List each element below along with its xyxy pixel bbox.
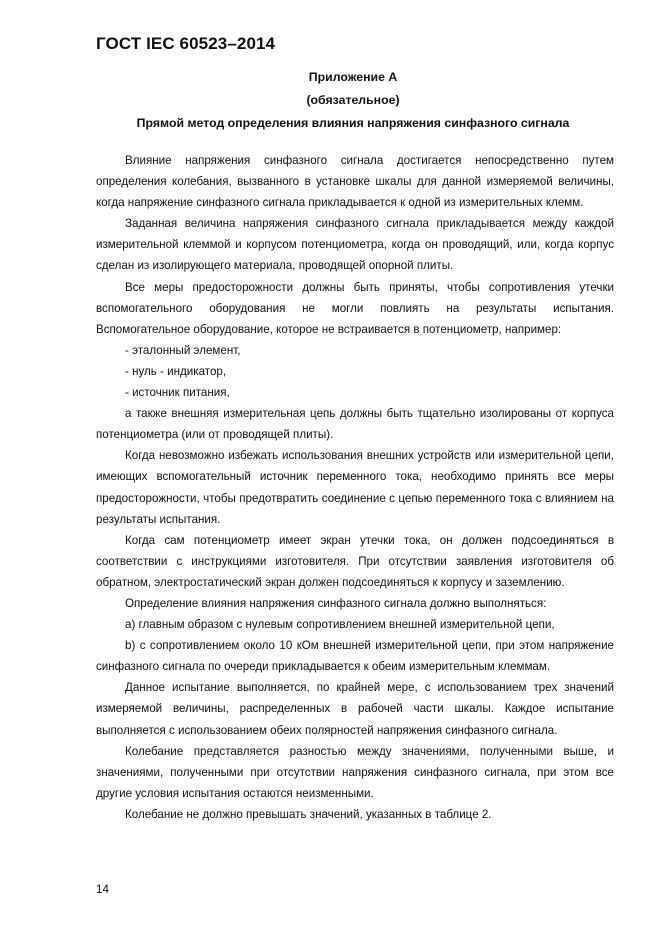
- paragraph: Заданная величина напряжения синфазного сигнала прикладывается между каждой измерительной клеммой и корпусом потенциометра, когда он проводящий, или, когда корпус сделан из изолирующего материала, проводящей опорной плиты.: [96, 217, 614, 273]
- list-item: a) главным образом с нулевым сопротивлением внешней измерительной цепи,: [125, 618, 555, 632]
- paragraph: Колебание представляется разностью между значениями, полученными выше, и значениями, полученными при отсутствии напряжения синфазного сигнала, при этом все другие условия испытания остаются неизменными.: [96, 744, 614, 800]
- list-item: - эталонный элемент,: [125, 343, 241, 357]
- list-item: - источник питания,: [125, 386, 230, 400]
- paragraph: Все меры предосторожности должны быть приняты, чтобы сопротивления утечки вспомогательного оборудования не могли повлиять на результаты испытания. Вспомогательное оборудование, которое не встраивается в потенциометр, например:: [96, 280, 614, 336]
- document-header: ГОСТ IEC 60523–2014: [96, 34, 276, 53]
- paragraph: b) с сопротивлением около 10 кОм внешней измерительной цепи, при этом напряжение синфазного сигнала по очереди прикладывается к обеим измерительным клеммам.: [96, 639, 614, 674]
- paragraph: Влияние напряжения синфазного сигнала достигается непосредственно путем определения колебания, вызванного в установке шкалы для данной измеряемой величины, когда напряжение синфазного сигнала прикладывается к одной из измерительных клемм.: [96, 154, 614, 210]
- paragraph: Когда сам потенциометр имеет экран утечки тока, он должен подсоединяться в соответствии с инструкциями изготовителя. При отсутствии заявления изготовителя об обратном, электростатический экран должен подсоединяться к корпусу и заземлению.: [96, 533, 614, 589]
- paragraph: Колебание не должно превышать значений, указанных в таблице 2.: [125, 807, 492, 821]
- annex-status: (обязательное): [306, 93, 400, 107]
- annex-title: Прямой метод определения влияния напряжения синфазного сигнала: [136, 116, 570, 130]
- paragraph: Когда невозможно избежать использования внешних устройств или измерительной цепи, имеющих вспомогательный источник переменного тока, необходимо принять все меры предосторожности, чтобы предотвратить соединение с цепью переменного тока с влиянием на результаты испытания.: [96, 449, 614, 526]
- paragraph: Определение влияния напряжения синфазного сигнала должно выполняться:: [125, 596, 547, 610]
- document-body: [96, 150, 614, 825]
- paragraph: Данное испытание выполняется, по крайней мере, с использованием трех значений измеряемой величины, распределенных в рабочей части шкалы. Каждое испытание выполняется с использованием обеих полярностей напряжения синфазного сигнала.: [96, 681, 614, 737]
- list-item: - нуль - индикатор,: [125, 364, 227, 378]
- page-number: 14: [96, 883, 109, 896]
- annex-label: Приложение А: [308, 70, 398, 84]
- paragraph: а также внешняя измерительная цепь должны быть тщательно изолированы от корпуса потенциометра (или от проводящей плиты).: [96, 407, 614, 442]
